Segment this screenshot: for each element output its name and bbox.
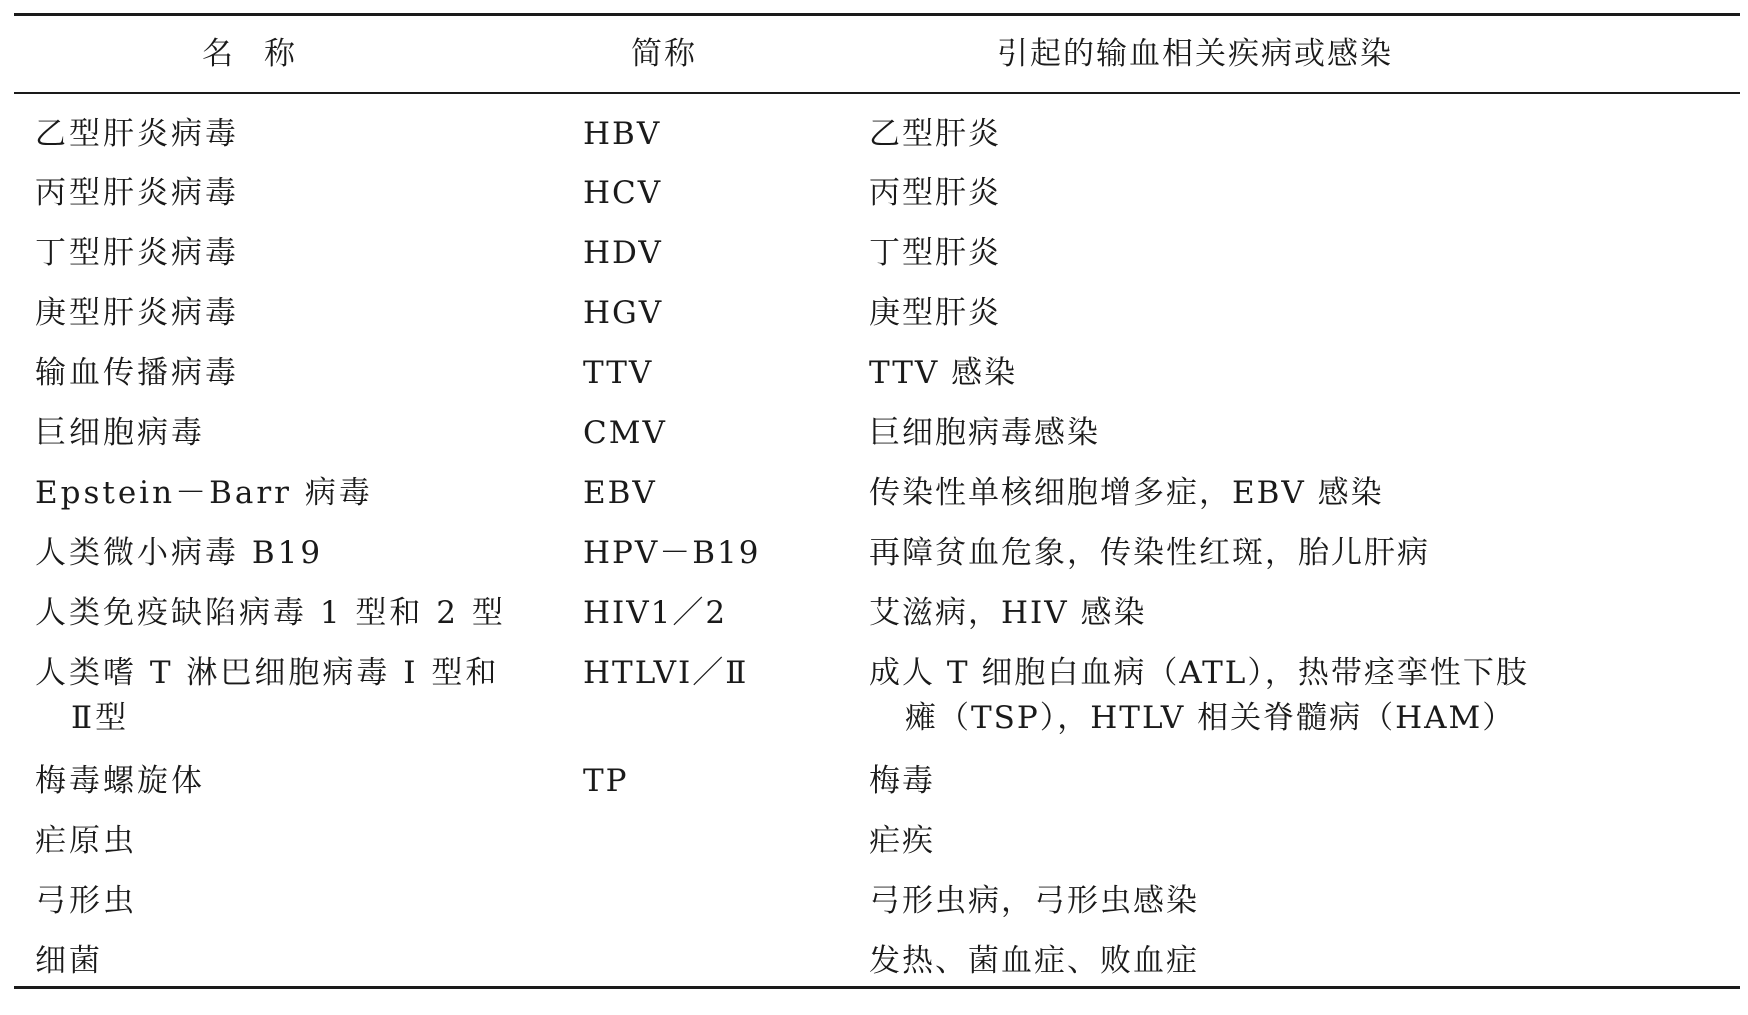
header-row [14, 15, 1740, 94]
cell-name: 疟原虫 [35, 823, 137, 859]
cell-disease: 梅毒 [869, 763, 935, 799]
cell-disease-line2: 瘫（TSP），HTLV 相关脊髓病（HAM） [905, 700, 1516, 736]
table-header [14, 15, 1740, 94]
cell-name-line2: Ⅱ型 [71, 700, 130, 736]
cell-disease: 发热、菌血症、败血症 [869, 943, 1199, 979]
table-row [14, 579, 1740, 639]
table-row [14, 867, 1740, 927]
cell-abbr: TTV [583, 355, 654, 391]
cell-abbr: HTLVⅠ／Ⅱ [583, 655, 749, 691]
cell-name: 梅毒螺旋体 [35, 763, 205, 799]
header-name-label: 名 称 [202, 35, 295, 72]
cell-name: 庚型肝炎病毒 [35, 295, 239, 331]
cell-name: 人类免疫缺陷病毒 1 型和 2 型 [35, 595, 506, 631]
cell-name: 弓形虫 [35, 883, 137, 919]
cell-disease: 疟疾 [869, 823, 935, 859]
cell-abbr [569, 867, 869, 927]
cell-disease: 艾滋病，HIV 感染 [869, 595, 1147, 631]
header-disease-label: 引起的输血相关疾病或感染 [997, 35, 1393, 72]
cell-name-line1: 人类嗜 T 淋巴细胞病毒 Ⅰ 型和 [35, 655, 500, 691]
table-row [14, 459, 1740, 519]
cell-name: 输血传播病毒 [35, 355, 239, 391]
header-cell-group [14, 15, 1740, 94]
cell-abbr: HPV－B19 [583, 535, 761, 571]
cell-disease: 传染性单核细胞增多症，EBV 感染 [869, 475, 1384, 511]
cell-name: 丁型肝炎病毒 [35, 235, 239, 271]
cell-name: 巨细胞病毒 [35, 415, 205, 451]
cell-disease: 丙型肝炎 [869, 175, 1001, 211]
table-row [14, 93, 1740, 159]
header-abbr-label: 简称 [631, 35, 697, 72]
table-row [14, 159, 1740, 219]
table-row [14, 927, 1740, 987]
table-row [14, 219, 1740, 279]
cell-abbr: TP [583, 763, 629, 799]
cell-name: 丙型肝炎病毒 [35, 175, 239, 211]
cell-disease: 再障贫血危象，传染性红斑，胎儿肝病 [869, 535, 1430, 571]
cell-disease [869, 639, 1740, 747]
cell-name: 细菌 [35, 943, 103, 979]
cell-abbr: HBV [583, 116, 662, 152]
cell-name: 乙型肝炎病毒 [35, 116, 239, 152]
cell-name: Epstein－Barr 病毒 [35, 475, 373, 511]
transfusion-infection-table [14, 13, 1740, 989]
header-abbr [569, 32, 869, 77]
cell-name [14, 639, 569, 747]
transfusion-infection-table-container [14, 13, 1740, 989]
cell-disease: 巨细胞病毒感染 [869, 415, 1100, 451]
header-name [14, 32, 569, 77]
cell-disease-line1: 成人 T 细胞白血病（ATL），热带痉挛性下肢 [869, 655, 1529, 691]
cell-abbr: EBV [583, 475, 657, 511]
cell-disease: TTV 感染 [869, 355, 1018, 391]
cell-abbr: HGV [583, 295, 664, 331]
table-row [14, 519, 1740, 579]
cell-abbr: HCV [583, 175, 663, 211]
cell-name: 人类微小病毒 B19 [35, 535, 324, 571]
cell-abbr [569, 807, 869, 867]
cell-abbr [569, 927, 869, 987]
cell-disease: 乙型肝炎 [869, 116, 1001, 152]
cell-disease: 丁型肝炎 [869, 235, 1001, 271]
header-disease [869, 32, 1740, 77]
cell-abbr: HIV1／2 [583, 595, 728, 631]
table-row [14, 279, 1740, 339]
table-row [14, 747, 1740, 807]
table-row [14, 399, 1740, 459]
cell-abbr: CMV [583, 415, 667, 451]
cell-disease: 庚型肝炎 [869, 295, 1001, 331]
table-body [14, 93, 1740, 987]
table-row [14, 339, 1740, 399]
table-row [14, 807, 1740, 867]
table-row [14, 639, 1740, 747]
cell-disease: 弓形虫病，弓形虫感染 [869, 883, 1199, 919]
cell-abbr: HDV [583, 235, 663, 271]
